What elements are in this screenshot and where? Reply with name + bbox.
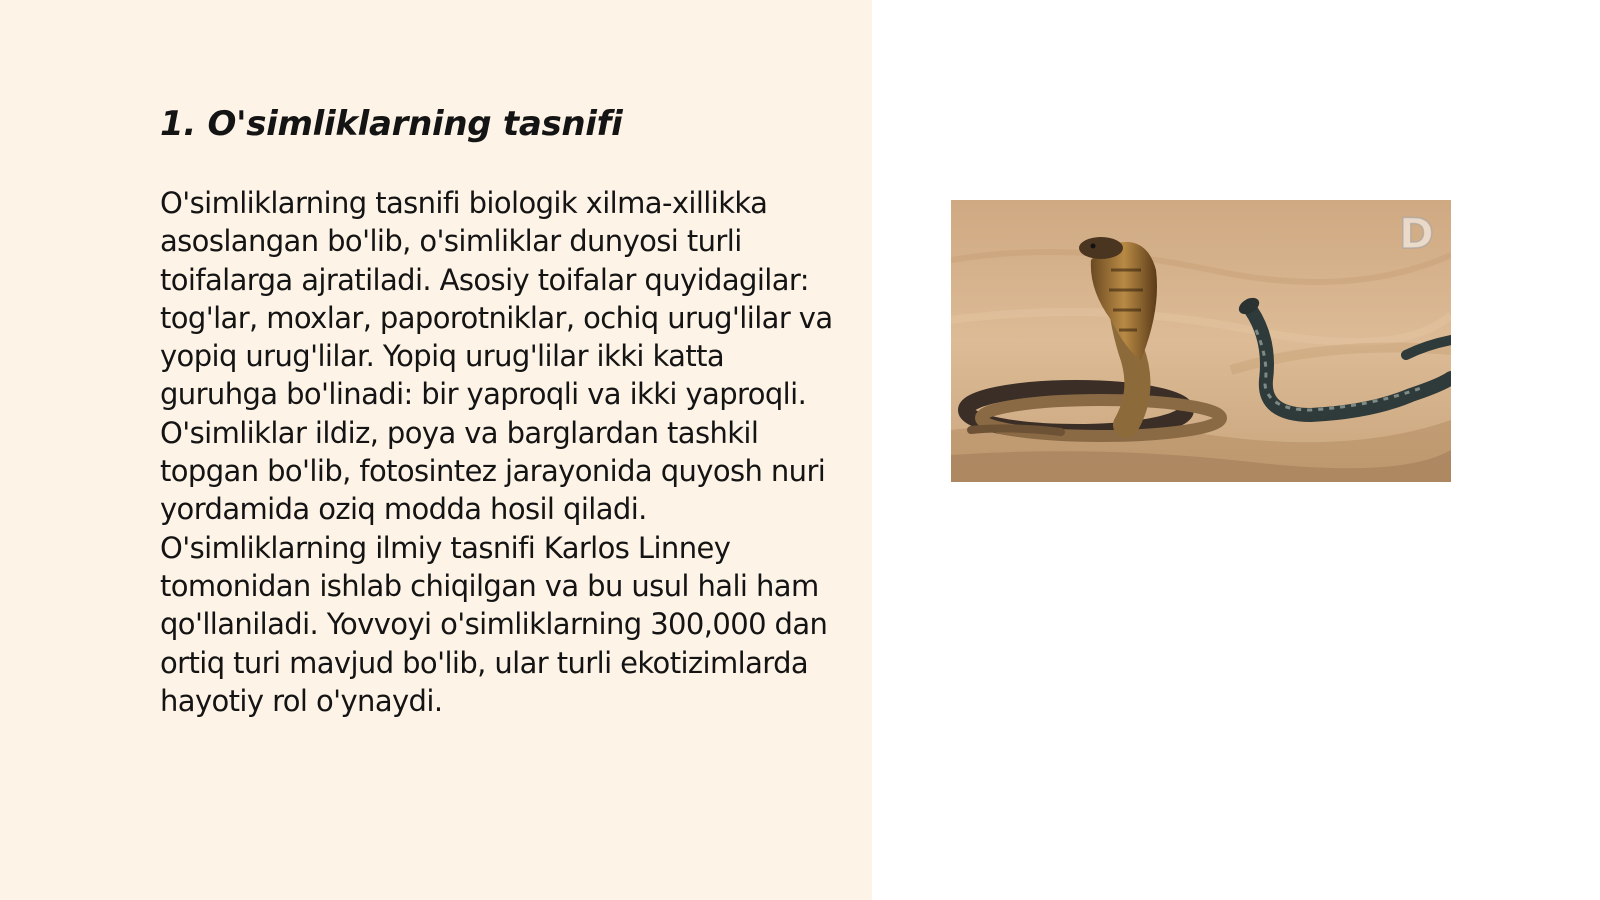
cobra-head [1079,237,1123,259]
slide-body-text: O'simliklarning tasnifi biologik xilma-xillikka asoslangan bo'lib, o'simliklar dunyosi turli toifalarga ajratiladi. Asosiy toifalar quyidagilar: tog'lar, moxlar, paporotniklar, ochiq urug'lilar va yopiq urug'lilar. Yopiq urug'lilar ikki katta guruhga bo'linadi: bir yaproqli va ikki yaproqli. O'simliklar ildiz, poya va barglardan tashkil topgan bo'lib, fotosintez jarayonida quyosh nuri yordamida oziq modda hosil qiladi. O'simliklarning ilmiy tasnifi Karlos Linney tomonidan ishlab chiqilgan va bu usul hali ham qo'llaniladi. Yovvoyi o'simliklarning 300,000 dan ortiq turi mavjud bo'lib, ular turli ekotizimlarda hayotiy rol o'ynaydi. [160,186,833,718]
cobra-tail [971,428,1061,432]
cobra-eye [1091,244,1096,249]
cobra-photo-illustration [951,200,1451,482]
cobra-photo [951,200,1451,482]
slide-title: 1. O'simliklarning tasnifi [160,104,623,144]
watermark-logo-icon: D [1399,209,1434,258]
